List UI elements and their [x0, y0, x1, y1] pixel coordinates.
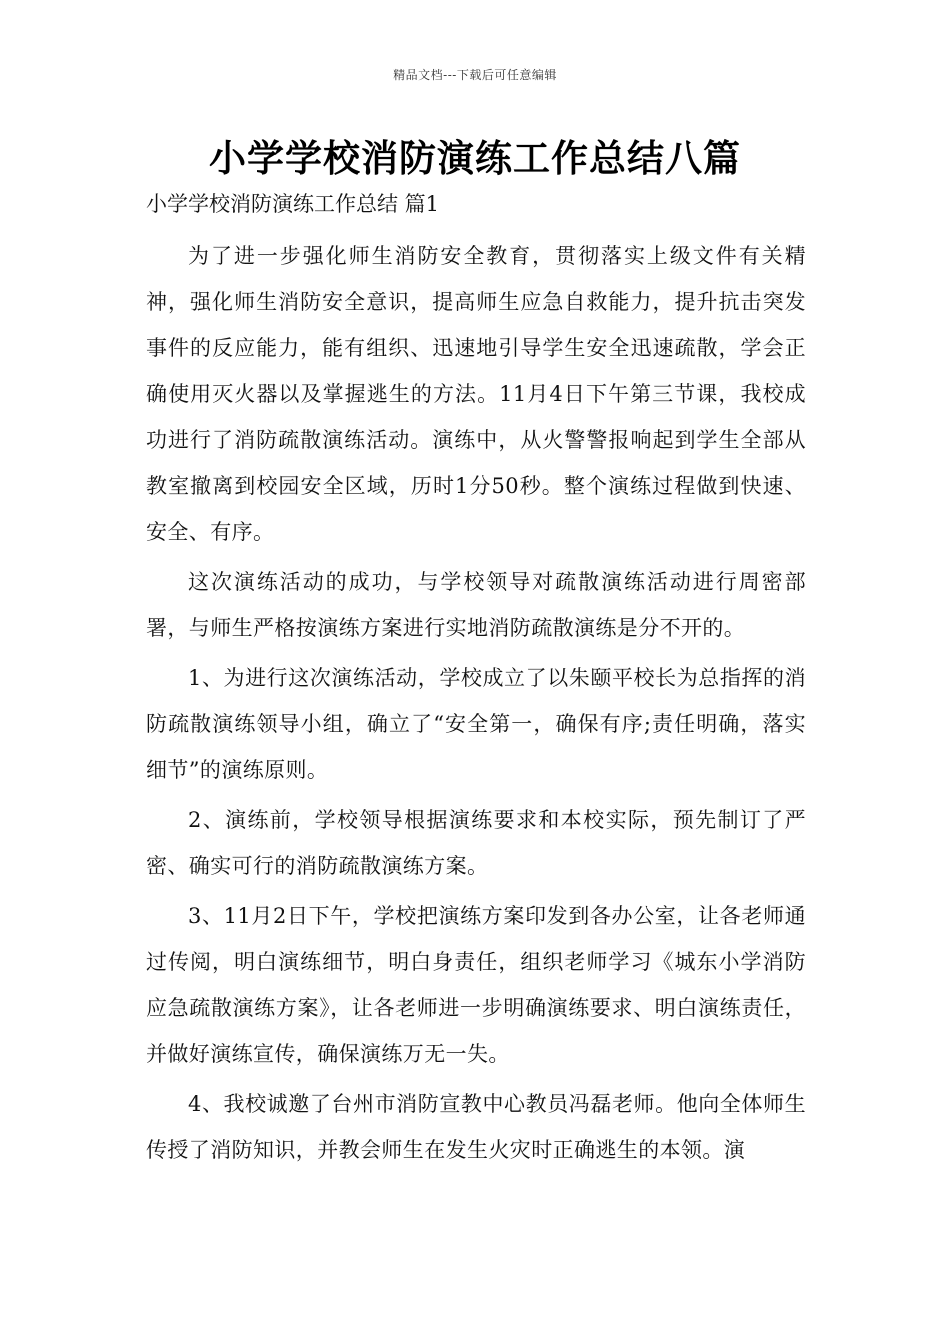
- paragraph: 为了进一步强化师生消防安全教育，贯彻落实上级文件有关精神，强化师生消防安全意识，提高师生应急自救能力，提升抗击突发事件的反应能力，能有组织、迅速地引导学生安全迅速疏散，学会正确使用灭火器以及掌握逃生的方法。11月4日下午第三节课，我校成功进行了消防疏散演练活动。演练中，从火警警报响起到学生全部从教室撤离到校园安全区域，历时1分50秒。整个演练过程做到快速、安全、有序。: [146, 244, 806, 544]
- header-note: 精品文档---下载后可任意编辑: [393, 68, 557, 82]
- paragraph: 这次演练活动的成功，与学校领导对疏散演练活动进行周密部署，与师生严格按演练方案进行实地消防疏散演练是分不开的。: [146, 570, 806, 640]
- body-text: [146, 233, 806, 1177]
- paragraph: 3、11月2日下午，学校把演练方案印发到各办公室，让各老师通过传阅，明白演练细节，明白身责任，组织老师学习《城东小学消防应急疏散演练方案》，让各老师进一步明确演练要求、明白演练责任，并做好演练宣传，确保演练万无一失。: [146, 904, 806, 1066]
- paragraph: 4、我校诚邀了台州市消防宣教中心教员冯磊老师。他向全体师生传授了消防知识，并教会师生在发生火灾时正确逃生的本领。演: [146, 1092, 806, 1162]
- section-heading: 小学学校消防演练工作总结 篇1: [146, 192, 440, 216]
- paragraph: 2、演练前，学校领导根据演练要求和本校实际，预先制订了严密、确实可行的消防疏散演练方案。: [146, 808, 806, 878]
- document-title: 小学学校消防演练工作总结八篇: [209, 136, 741, 180]
- paragraph: 1、为进行这次演练活动，学校成立了以朱颐平校长为总指挥的消防疏散演练领导小组，确立了“安全第一，确保有序;责任明确，落实细节”的演练原则。: [146, 666, 806, 782]
